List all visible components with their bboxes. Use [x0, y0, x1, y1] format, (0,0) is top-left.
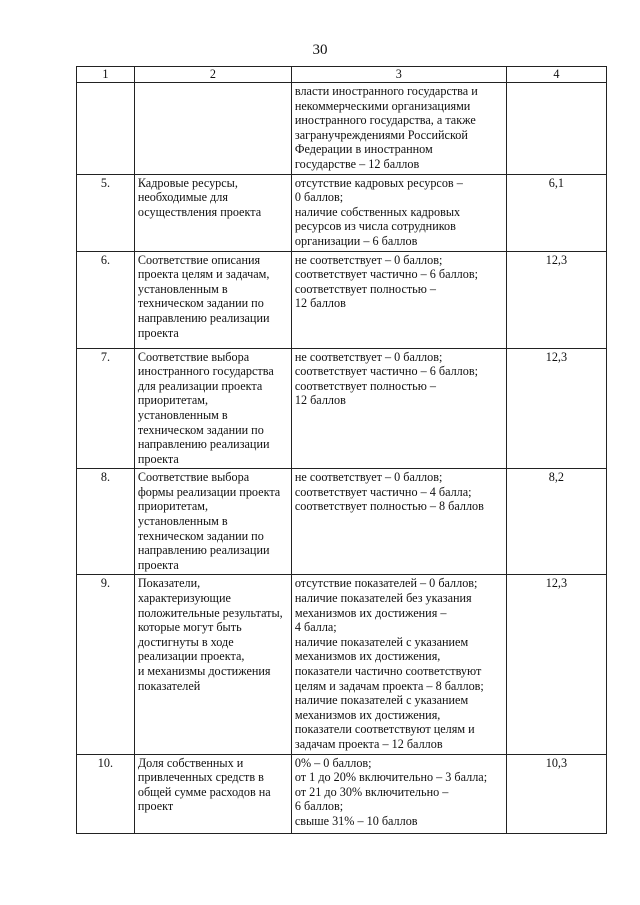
table-row	[77, 174, 607, 251]
criterion-cell	[134, 251, 291, 348]
column-header-3: 3	[291, 67, 506, 83]
criterion-line: Показатели,	[137, 576, 201, 591]
scoring-line: наличие показателей с указанием	[294, 634, 469, 649]
scoring-line: не соответствует – 0 баллов;	[294, 470, 443, 485]
scoring-line: наличие показателей с указанием	[294, 693, 469, 708]
scoring-line: свыше 31% – 10 баллов	[294, 813, 418, 828]
criterion-line: Соответствие описания	[137, 252, 261, 267]
criterion-line: проекта целям и задачам,	[137, 267, 270, 282]
criterion-line: установленным в	[137, 281, 228, 296]
scoring-line: власти иностранного государства и	[294, 84, 478, 98]
page-number: 30	[312, 42, 328, 58]
scoring-line: соответствует частично – 4 балла;	[294, 484, 472, 499]
criterion-line: приоритетам,	[137, 393, 209, 408]
criterion-line: формы реализации проекта	[137, 484, 281, 499]
criterion-line: осуществления проекта	[137, 204, 262, 219]
criterion-cell	[134, 348, 291, 469]
table-row	[77, 575, 607, 754]
criterion-line: направлению реализации	[137, 310, 270, 325]
criterion-line: Доля собственных и	[137, 755, 244, 770]
scoring-line: показатели частично соответствуют	[294, 664, 482, 678]
scoring-line: целям и задачам проекта – 8 баллов;	[294, 678, 484, 693]
scoring-cell	[291, 754, 506, 833]
column-header-4: 4	[506, 67, 606, 83]
weight-value: 8,2	[506, 469, 606, 575]
criterion-line: достигнуты в ходе	[137, 634, 234, 649]
criterion-line: проекта	[137, 325, 179, 340]
criterion-line: общей сумме расходов на	[137, 784, 271, 799]
scoring-line: соответствует полностью –	[294, 281, 436, 296]
row-number: 9.	[77, 575, 135, 754]
weight-value: 12,3	[506, 348, 606, 469]
criterion-line: реализации проекта,	[137, 649, 245, 664]
criterion-line: техническом задании по	[137, 296, 264, 311]
criterion-line: проекта	[137, 451, 179, 466]
criterion-line: установленным в	[137, 514, 228, 529]
criterion-line: необходимые для	[137, 190, 228, 205]
scoring-line: не соответствует – 0 баллов;	[294, 349, 443, 364]
criterion-line: Кадровые ресурсы,	[137, 175, 238, 190]
weight-value	[506, 83, 606, 175]
table-row	[77, 754, 607, 833]
scoring-line: ресурсов из числа сотрудников	[294, 219, 456, 234]
scoring-line: загранучреждениями Российской	[294, 127, 468, 142]
criterion-line: проект	[137, 799, 174, 814]
row-number: 7.	[77, 348, 135, 469]
scoring-line: механизмов их достижения,	[294, 707, 441, 722]
table-header-row	[77, 67, 607, 83]
weight-value: 6,1	[506, 174, 606, 251]
weight-value: 12,3	[506, 575, 606, 754]
table-row	[77, 469, 607, 575]
row-number: 10.	[77, 754, 135, 833]
scoring-line: соответствует частично – 6 баллов;	[294, 267, 478, 282]
scoring-line: наличие показателей без указания	[294, 591, 472, 606]
scoring-cell	[291, 174, 506, 251]
row-number: 6.	[77, 251, 135, 348]
scoring-cell	[291, 348, 506, 469]
criterion-line: установленным в	[137, 407, 228, 422]
criterion-line: иностранного государства	[137, 364, 274, 379]
table-row	[77, 83, 607, 175]
scoring-line: отсутствие кадровых ресурсов –	[294, 175, 463, 190]
criterion-line: показателей	[137, 678, 201, 693]
scoring-line: задачам проекта – 12 баллов	[294, 736, 443, 751]
criterion-line: которые могут быть	[137, 620, 242, 635]
criterion-line: для реализации проекта	[137, 378, 263, 393]
criterion-cell	[134, 575, 291, 754]
scoring-line: отсутствие показателей – 0 баллов;	[294, 576, 478, 591]
scoring-cell	[291, 469, 506, 575]
row-number: 5.	[77, 174, 135, 251]
weight-value: 10,3	[506, 754, 606, 833]
criterion-line: Соответствие выбора	[137, 349, 250, 364]
scoring-line: соответствует полностью – 8 баллов	[294, 499, 484, 514]
criterion-cell	[134, 174, 291, 251]
criterion-line: Соответствие выбора	[137, 470, 250, 485]
criterion-cell	[134, 469, 291, 575]
scoring-cell	[291, 83, 506, 175]
criterion-line: направлению реализации	[137, 437, 270, 452]
criterion-cell	[134, 754, 291, 833]
criterion-line: и механизмы достижения	[137, 664, 271, 678]
row-number: 8.	[77, 469, 135, 575]
criterion-line: направлению реализации	[137, 543, 270, 558]
scoring-line: иностранного государства, а также	[294, 113, 476, 128]
criterion-line: характеризующие	[137, 591, 231, 606]
row-number	[77, 83, 135, 175]
criterion-line: приоритетам,	[137, 499, 209, 514]
column-header-2: 2	[134, 67, 291, 83]
criterion-line: техническом задании по	[137, 528, 264, 543]
criterion-line: положительные результаты,	[137, 605, 283, 620]
scoring-line: показатели соответствуют целям и	[294, 722, 475, 737]
scoring-line: наличие собственных кадровых	[294, 204, 461, 219]
scoring-line: механизмов их достижения,	[294, 649, 441, 664]
scoring-cell	[291, 251, 506, 348]
scoring-line: 6 баллов;	[294, 799, 344, 814]
scoring-line: некоммерческими организациями	[294, 98, 471, 113]
scoring-line: соответствует частично – 6 баллов;	[294, 364, 478, 379]
weight-value: 12,3	[506, 251, 606, 348]
scoring-cell	[291, 575, 506, 754]
table-row	[77, 251, 607, 348]
scoring-line: соответствует полностью –	[294, 378, 436, 393]
scoring-line: государстве – 12 баллов	[294, 156, 420, 171]
scoring-line: от 21 до 30% включительно –	[294, 784, 449, 799]
scoring-line: 12 баллов	[294, 393, 346, 408]
table-row	[77, 348, 607, 469]
scoring-line: не соответствует – 0 баллов;	[294, 252, 443, 267]
evaluation-criteria-table	[76, 66, 607, 834]
scoring-line: 0% – 0 баллов;	[294, 755, 372, 770]
scoring-line: механизмов их достижения –	[294, 605, 447, 620]
criterion-cell	[134, 83, 291, 175]
scoring-line: Федерации в иностранном	[294, 142, 433, 157]
criterion-line: привлеченных средств в	[137, 770, 264, 785]
scoring-line: организации – 6 баллов	[294, 233, 418, 248]
criterion-line: техническом задании по	[137, 422, 264, 437]
scoring-line: 4 балла;	[294, 620, 337, 635]
scoring-line: 0 баллов;	[294, 190, 344, 205]
column-header-1: 1	[77, 67, 135, 83]
criterion-line: проекта	[137, 557, 179, 572]
scoring-line: 12 баллов	[294, 296, 346, 311]
scoring-line: от 1 до 20% включительно – 3 балла;	[294, 770, 488, 785]
